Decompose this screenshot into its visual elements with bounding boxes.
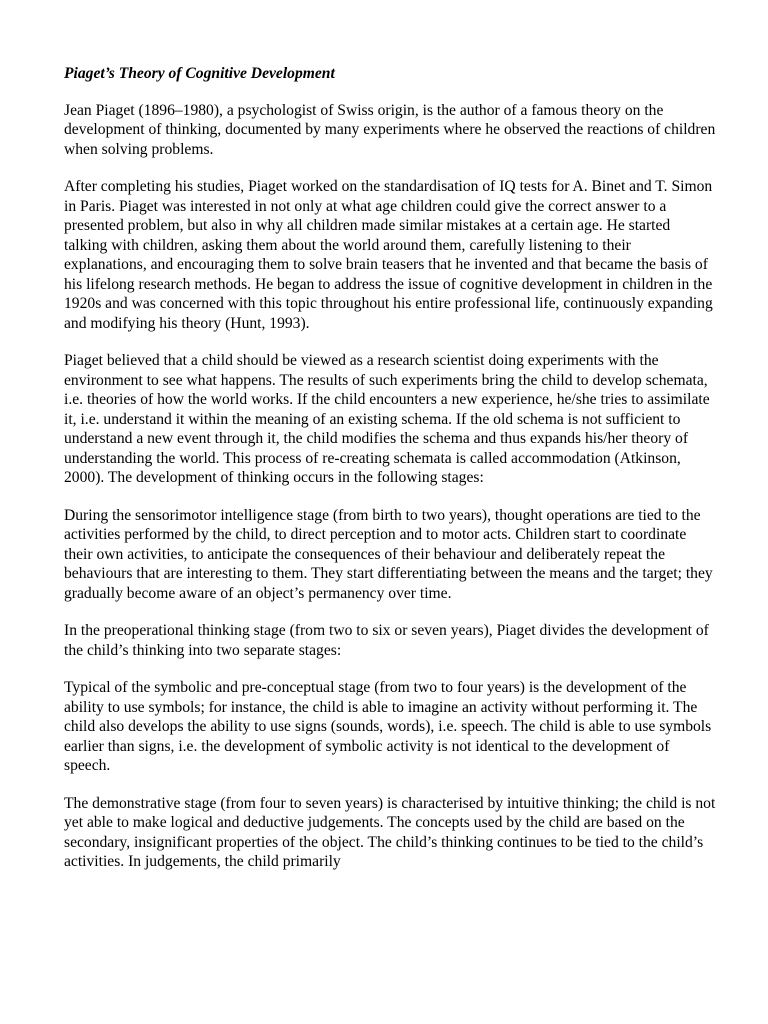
paragraph-schemata: Piaget believed that a child should be viewed as a research scientist doing experiments with the environment to see what happens. The results of such experiments bring the child to develop schemata, i.e. theories of how the world works. If the child encounters a new experience, he/she tries to assimilate it, i.e. understand it within the meaning of an existing schema. If the old schema is not sufficient to understand a new event through it, the child modifies the schema and thus expands his/her theory of understanding the world. This process of re-creating schemata is called accommodation (Atkinson, 2000). The development of thinking occurs in the following stages: — [64, 352, 710, 486]
paragraph-intro: Jean Piaget (1896–1980), a psychologist of Swiss origin, is the author of a famous theory on the development of thinking, documented by many experiments where he observed the reactions of children when solving problems. — [64, 101, 716, 158]
document-title: Piaget’s Theory of Cognitive Development — [64, 65, 335, 82]
paragraph-demonstrative: The demonstrative stage (from four to seven years) is characterised by intuitive thinking; the child is not yet able to make logical and deductive judgements. The concepts used by the child are based on the secondary, insignificant properties of the object. The child’s thinking continues to be tied to the child’s activities. In judgements, the child primarily — [64, 794, 716, 870]
paragraph-symbolic: Typical of the symbolic and pre-conceptual stage (from two to four years) is the development of the ability to use symbols; for instance, the child is able to imagine an activity without performing it. The child also develops the ability to use signs (sounds, words), i.e. speech. The child is able to use symbols earlier than signs, i.e. the development of symbolic activity is not identical to the development of speech. — [64, 679, 712, 774]
paragraph-preoperational: In the preoperational thinking stage (from two to six or seven years), Piaget divides the development of the child’s thinking into two separate stages: — [64, 622, 709, 659]
paragraph-sensorimotor: During the sensorimotor intelligence stage (from birth to two years), thought operations are tied to the activities performed by the child, to direct perception and to motor acts. Children start to coordinate their own activities, to anticipate the consequences of their behaviour and deliberately repeat the behaviours that are interesting to them. They start differentiating between the means and the target; they gradually become aware of an object’s permanency over time. — [64, 506, 713, 602]
paragraph-studies: After completing his studies, Piaget worked on the standardisation of IQ tests for A. Binet and T. Simon in Paris. Piaget was interested in not only at what age children could give the correct answer to a presented problem, but also in why all children made similar mistakes at a certain age. He started talking with children, asking them about the world around them, carefully listening to their explanations, and encouraging them to solve brain teasers that he invented and that became the basis of his lifelong research methods. He began to address the issue of cognitive development in children in the 1920s and was concerned with this topic throughout his entire professional life, continuously expanding and modifying his theory (Hunt, 1993). — [64, 178, 713, 332]
document-page — [64, 64, 716, 890]
